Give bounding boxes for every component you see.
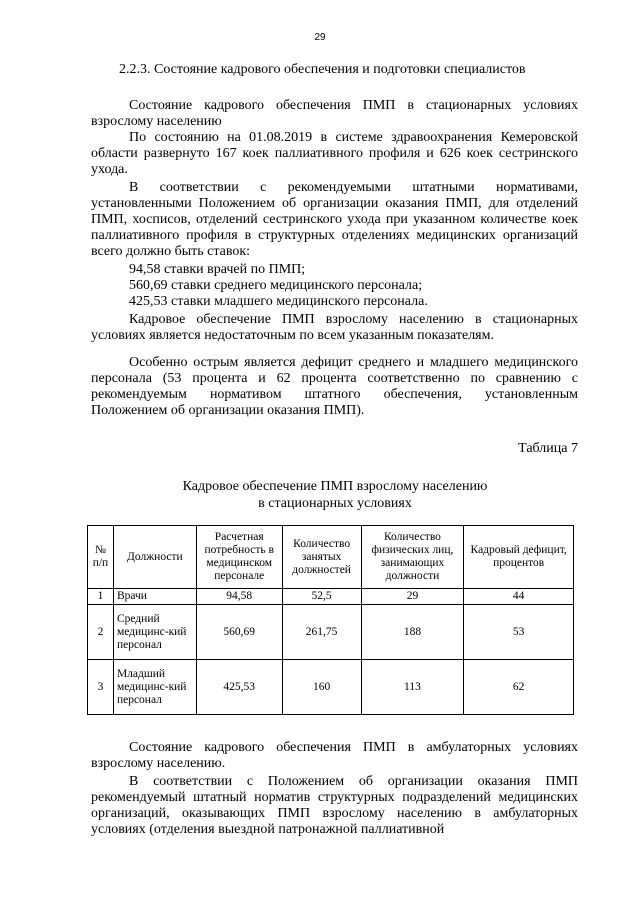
list-item-junior-staff: 425,53 ставки младшего медицинского персонала. (129, 294, 428, 309)
cell-individuals: 29 (361, 589, 464, 605)
section-heading: 2.2.3. Состояние кадрового обеспечения и подготовки специалистов (119, 62, 526, 77)
cell-position: Младший медицинс-кий персонал (113, 660, 196, 715)
cell-need: 425,53 (196, 660, 282, 715)
paragraph-insufficient-staffing: Кадровое обеспечение ПМП взрослому населению в стационарных условиях является недостаточным по всем указанным показателям. (91, 312, 578, 344)
paragraph-deficit: Особенно острым является дефицит среднего и младшего медицинского персонала (53 процента и 62 процента соответственно по сравнению с рекомендуемым нормативом штатного обеспечения, установленным Положением об организации оказания ПМП). (91, 355, 578, 419)
header-individuals: Количество физических лиц, занимающих должности (361, 526, 464, 589)
paragraph-outpatient-norms: В соответствии с Положением об организации оказания ПМП рекомендуемый штатный норматив структурных подразделений медицинских организаций, оказывающих ПМП взрослому населению в амбулаторных условиях (отделения выездной патронажной паллиативной (91, 774, 578, 838)
cell-individuals: 113 (361, 660, 464, 715)
table-row (88, 589, 574, 605)
table-row (88, 605, 574, 660)
list-item-mid-staff: 560,69 ставки среднего медицинского персонала; (129, 278, 423, 293)
cell-num: 2 (88, 605, 114, 660)
header-need: Расчетная потребность в медицинском персонале (196, 526, 282, 589)
cell-position: Средний медицинс-кий персонал (113, 605, 196, 660)
header-position: Должности (113, 526, 196, 589)
cell-deficit: 44 (464, 589, 574, 605)
page-number: 29 (314, 32, 326, 43)
cell-occupied: 52,5 (282, 589, 361, 605)
cell-deficit: 53 (464, 605, 574, 660)
header-occupied: Количество занятых должностей (282, 526, 361, 589)
cell-need: 560,69 (196, 605, 282, 660)
list-item-doctors: 94,58 ставки врачей по ПМП; (129, 262, 306, 277)
cell-num: 3 (88, 660, 114, 715)
cell-individuals: 188 (361, 605, 464, 660)
paragraph-bed-count: По состоянию на 01.08.2019 в системе здравоохранения Кемеровской области развернуто 167 коек паллиативного профиля и 626 коек сестринского ухода. (91, 130, 578, 178)
cell-position: Врачи (113, 589, 196, 605)
staffing-table (87, 525, 574, 715)
paragraph-inpatient-status: Состояние кадрового обеспечения ПМП в стационарных условиях взрослому населению (91, 98, 578, 130)
cell-need: 94,58 (196, 589, 282, 605)
header-deficit: Кадровый дефицит, процентов (464, 526, 574, 589)
cell-num: 1 (88, 589, 114, 605)
table-title (0, 478, 640, 512)
table-title-line: Кадровое обеспечение ПМП взрослому населению (182, 479, 488, 494)
cell-deficit: 62 (464, 660, 574, 715)
table-label: Таблица 7 (518, 441, 578, 456)
paragraph-outpatient-status: Состояние кадрового обеспечения ПМП в амбулаторных условиях взрослому населению. (91, 740, 578, 772)
cell-occupied: 160 (282, 660, 361, 715)
cell-occupied: 261,75 (282, 605, 361, 660)
table-row (88, 660, 574, 715)
table-header-row (88, 526, 574, 589)
table-title-line: в стационарных условиях (258, 496, 412, 511)
paragraph-staffing-norms: В соответствии с рекомендуемыми штатными нормативами, установленными Положением об организации оказания ПМП, для отделений ПМП, хосписов, отделений сестринского ухода при указанном количестве коек паллиативного профиля в структурных отделениях медицинских организаций всего должно быть ставок: (91, 180, 578, 260)
header-num: № п/п (88, 526, 114, 589)
